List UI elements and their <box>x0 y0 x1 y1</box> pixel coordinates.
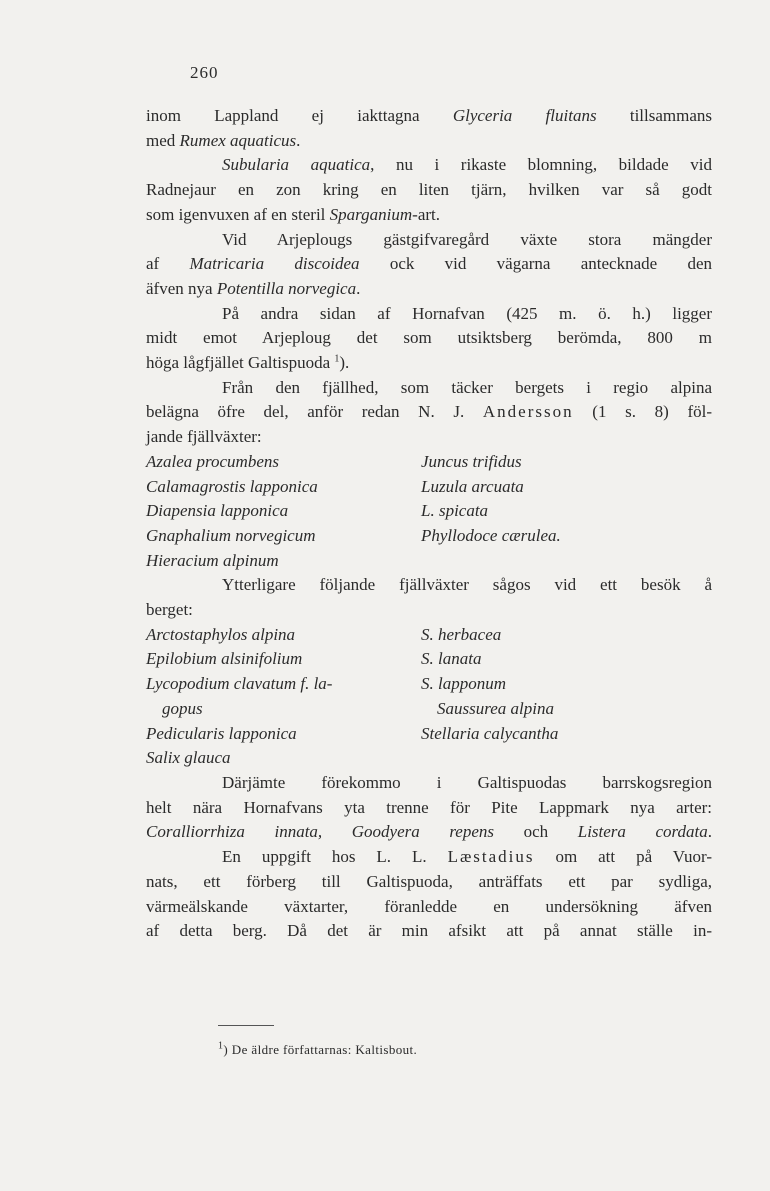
species-left: gopus <box>162 698 203 718</box>
text-line: Subularia aquatica, nu i rikaste blomning, bildade vid <box>222 155 712 175</box>
text-line: belägna öfre del, anför redan N. J. Andersson (1 s. 8) föl- <box>146 402 713 422</box>
species-name: Coralliorrhiza innata, Goodyera repens <box>146 822 495 842</box>
paragraph-2 <box>146 153 712 227</box>
species-left: Epilobium alsinifolium <box>146 649 303 669</box>
text-line: Vid Arjeplougs gästgifvaregård växte stora mängder <box>222 229 712 249</box>
list-row <box>146 647 712 672</box>
footnote-marker: 1 <box>218 1040 224 1052</box>
paragraph-6 <box>146 573 712 622</box>
species-name: Matricaria discoidea <box>189 254 360 274</box>
species-right: Stellaria calycantha <box>421 723 559 743</box>
species-left: Calamagrostis lapponica <box>146 476 318 496</box>
species-right <box>421 549 712 574</box>
text-line: äfven nya Potentilla norvegica. <box>146 278 361 298</box>
text-line: af Matricaria discoidea ock vid vägarna antecknade den <box>146 254 713 274</box>
species-left: Azalea procumbens <box>146 451 279 471</box>
species-name: Glyceria fluitans <box>452 106 597 125</box>
footnote-marker: 1 <box>334 353 340 365</box>
species-left: Lycopodium clavatum f. la- <box>146 674 333 694</box>
footnote-divider <box>218 1025 274 1026</box>
species-list-1 <box>146 450 712 574</box>
species-name: Subularia aquatica <box>222 155 371 175</box>
text-line: berget: <box>146 600 193 620</box>
species-right: S. lanata <box>421 649 482 669</box>
text-line: En uppgift hos L. L. Læstadius om att på Vuor- <box>222 847 712 867</box>
species-left: Arctostaphylos alpina <box>146 624 296 644</box>
text-line: Från den fjällhed, som täcker bergets i regio alpina <box>222 377 712 397</box>
text-line: med Rumex aquaticus. <box>146 130 301 150</box>
species-name: Rumex aquaticus <box>179 130 297 150</box>
paragraph-5 <box>146 376 712 450</box>
page-number: 260 <box>190 63 219 82</box>
species-right: Juncus trifidus <box>421 451 522 471</box>
text-line: värmeälskande växtarter, föranledde en undersökning äfven <box>146 896 712 916</box>
paragraph-7 <box>146 771 712 845</box>
paragraph-3 <box>146 228 712 302</box>
text-line: Coralliorrhiza innata, Goodyera repens och Listera cordata. <box>146 822 712 842</box>
text-line: jande fjällväxter: <box>146 427 262 447</box>
text-line: Radnejaur en zon kring en liten tjärn, hvilken var så godt <box>146 180 712 200</box>
list-row <box>146 524 712 549</box>
species-name: Potentilla norvegica <box>216 278 357 298</box>
species-left: Gnaphalium norvegicum <box>146 525 316 545</box>
list-row <box>146 722 712 747</box>
list-row <box>146 475 712 500</box>
body-text <box>146 104 712 944</box>
species-left: Hieracium alpinum <box>146 550 279 570</box>
list-row <box>146 623 712 648</box>
species-right: S. herbacea <box>421 624 502 644</box>
list-row <box>146 746 712 771</box>
species-right: S. lapponum <box>421 674 506 694</box>
text-line: På andra sidan af Hornafvan (425 m. ö. h.) ligger <box>222 303 712 323</box>
paragraph-4 <box>146 302 712 376</box>
species-right <box>421 746 712 771</box>
author-name: Andersson <box>482 402 574 422</box>
species-name: Listera cordata <box>577 822 708 842</box>
text-line: inom Lappland ej iakttagna Glyceria fluitans tillsammans <box>146 106 713 125</box>
species-right: L. spicata <box>421 501 489 521</box>
text-line: helt nära Hornafvans yta trenne för Pite Lappmark nya arter: <box>146 797 712 817</box>
list-row <box>146 672 712 697</box>
species-left: Diapensia lapponica <box>146 501 289 521</box>
text-line: Ytterligare följande fjällväxter sågos vid ett besök å <box>222 575 712 595</box>
species-list-2 <box>146 623 712 771</box>
footnote: $^1$) De äldre författarnas: Kaltisbout. <box>218 1040 418 1057</box>
paragraph-1 <box>146 104 712 153</box>
species-name: Sparganium <box>329 204 413 224</box>
species-right: Saussurea alpina <box>437 698 554 718</box>
list-row <box>146 697 712 722</box>
list-row <box>146 499 712 524</box>
species-left: Pedicularis lapponica <box>146 723 297 743</box>
list-row <box>146 549 712 574</box>
text-line: nats, ett förberg till Galtispuoda, anträffats ett par sydliga, <box>146 871 712 891</box>
species-right: Phyllodoce cærulea. <box>421 525 561 545</box>
text-line: som igenvuxen af en steril Sparganium-art. <box>146 204 440 224</box>
species-left: Salix glauca <box>146 748 231 768</box>
author-name: Læstadius <box>447 847 535 867</box>
text-line: Därjämte förekommo i Galtispuodas barrskogsregion <box>222 772 712 792</box>
list-row <box>146 450 712 475</box>
text-line: midt emot Arjeploug det som utsiktsberg berömda, 800 m <box>146 328 712 348</box>
text-line: af detta berg. Då det är min afsikt att på annat ställe in- <box>146 921 712 941</box>
species-right: Luzula arcuata <box>421 476 524 496</box>
text-line: höga lågfjället Galtispuoda $^1$). <box>146 353 350 373</box>
paragraph-8 <box>146 845 712 944</box>
